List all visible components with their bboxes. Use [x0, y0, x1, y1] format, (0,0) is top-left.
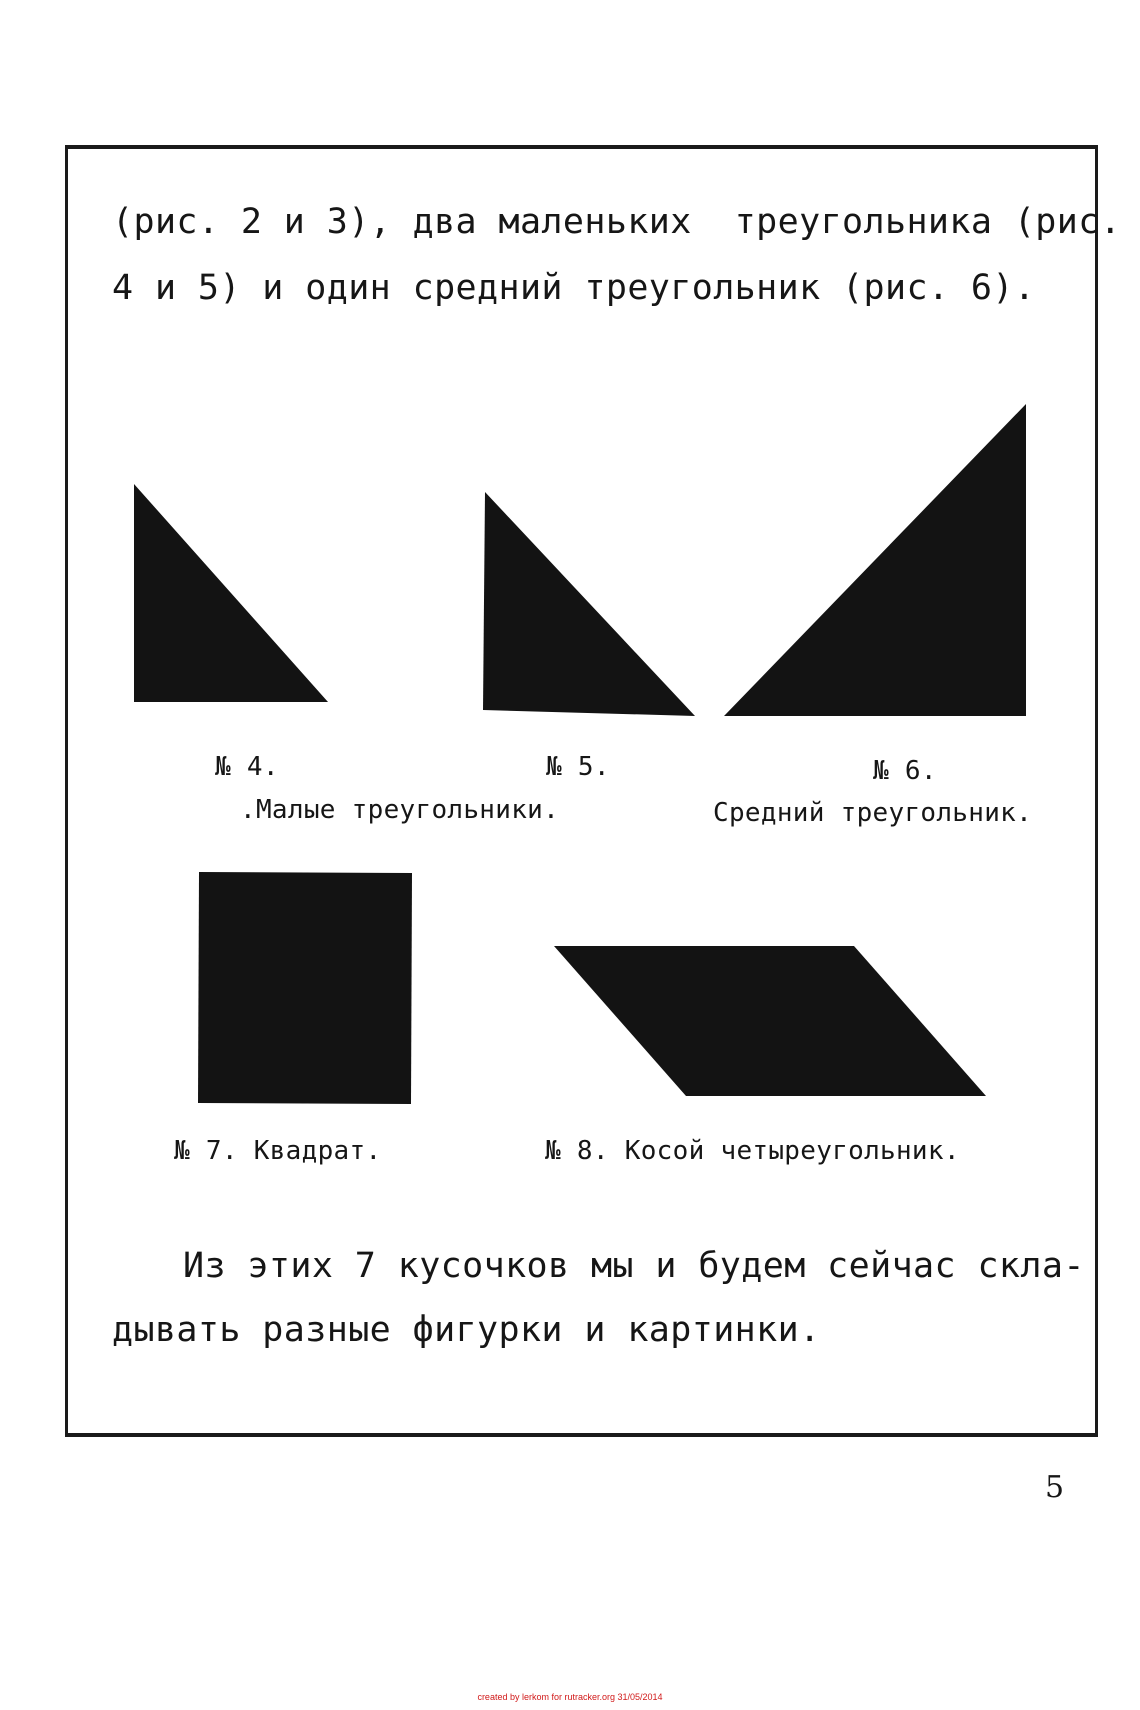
intro-line-2: 4 и 5) и один средний треугольник (рис. 6).	[112, 268, 1036, 308]
figure-7-caption: № 7. Квадрат.	[174, 1136, 382, 1166]
outro-line-1: Из этих 7 кусочков мы и будем сейчас скла-	[183, 1246, 1085, 1286]
small-triangles-caption: .Малые треугольники.	[240, 795, 560, 825]
figure-5-label: № 5.	[546, 752, 610, 782]
medium-triangle-6	[720, 400, 1030, 720]
small-triangle-5	[475, 488, 705, 718]
parallelogram-8	[550, 940, 990, 1100]
square-7	[196, 870, 416, 1106]
intro-line-1: (рис. 2 и 3), два маленьких треугольника (рис.	[112, 202, 1122, 242]
credit-line: created by lerkom for rutracker.org 31/05/2014	[477, 1692, 663, 1702]
small-triangle-4	[120, 480, 340, 710]
page-frame	[65, 145, 1098, 1437]
figure-6-label: № 6.	[873, 756, 937, 786]
figure-8-caption: № 8. Косой четыреугольник.	[545, 1136, 960, 1166]
outro-line-2: дывать разные фигурки и картинки.	[112, 1310, 821, 1350]
page-number: 5	[1045, 1470, 1065, 1505]
figure-4-label: № 4.	[215, 752, 279, 782]
medium-triangle-caption: Средний треугольник.	[713, 798, 1033, 828]
